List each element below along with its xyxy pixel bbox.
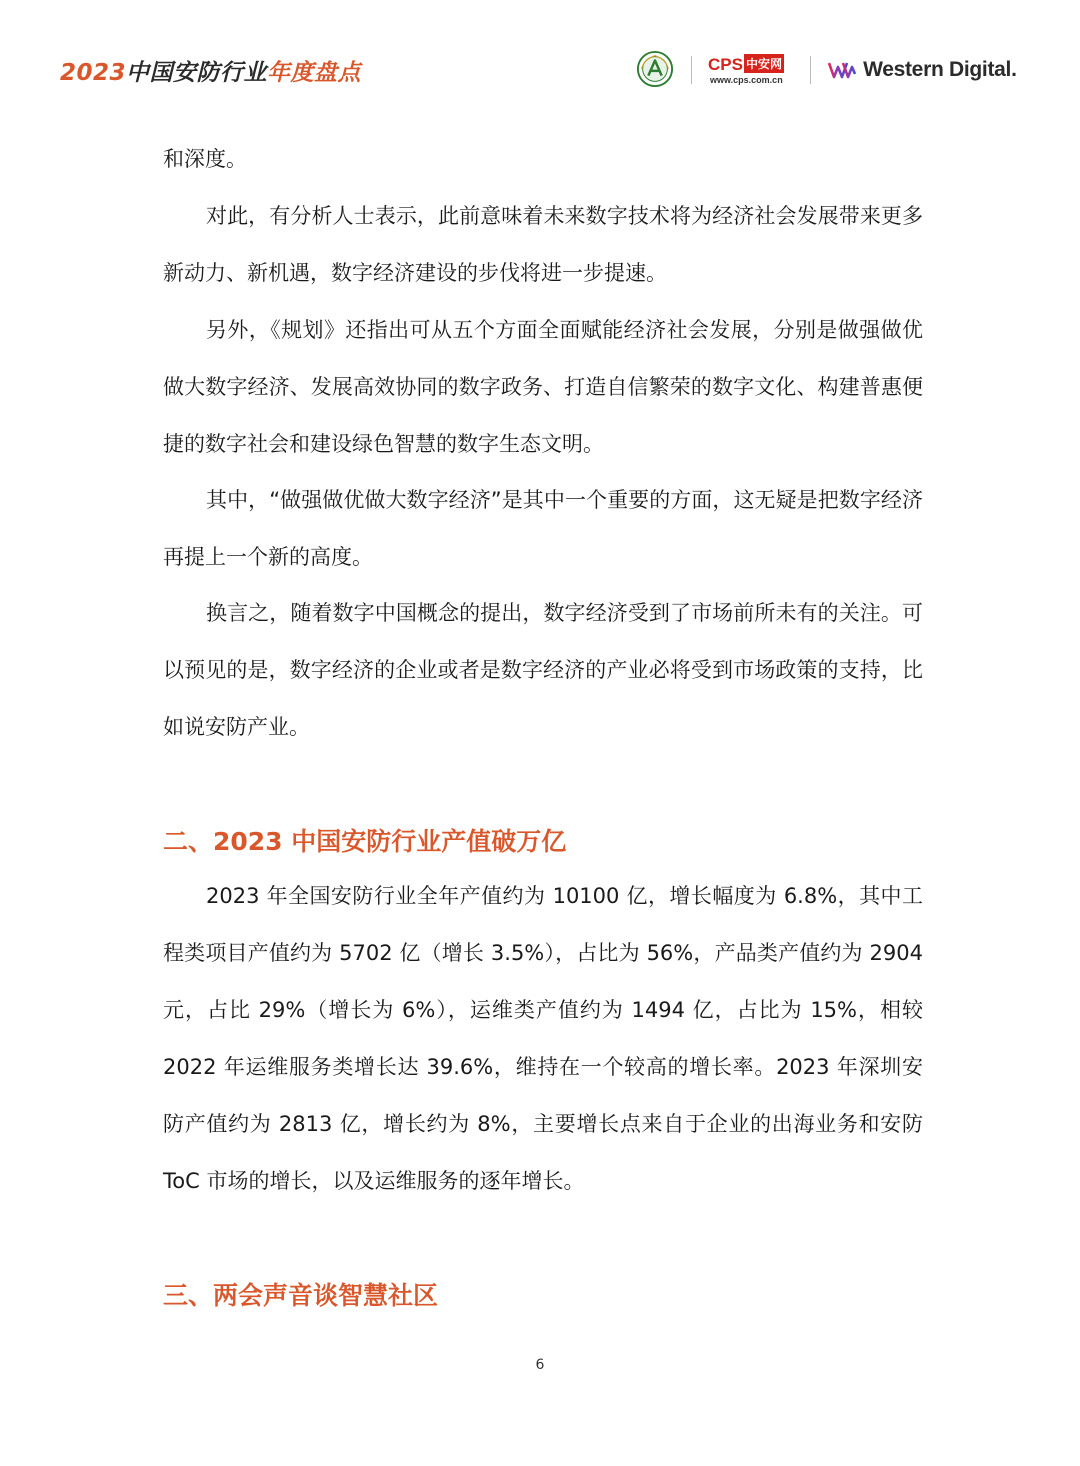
paragraph-plan-five-aspects: 另外，《规划》还指出可从五个方面全面赋能经济社会发展，分别是做强做优做大数字经济、发展高效协同的数字政务、打造自信繁荣的数字文化、构建普惠便捷的数字社会和建设绿色智慧的数字生态文明。 [163, 318, 923, 456]
security-association-emblem-icon [636, 50, 674, 88]
cps-logo-badge: 中安网 [744, 54, 784, 73]
report-title-industry: 中国安防行业 [126, 60, 268, 86]
report-title-suffix: 年度盘点 [267, 60, 362, 86]
paragraph-digital-economy: 其中，“做强做优做大数字经济”是其中一个重要的方面，这无疑是把数字经济再提上一个新的高度。 [163, 488, 923, 569]
section-heading-smart-community: 三、两会声音谈智慧社区 [163, 1281, 439, 1310]
cps-logo-url: www.cps.com.cn [710, 75, 783, 85]
cps-logo-name: CPS [708, 55, 743, 74]
report-title [60, 54, 361, 87]
report-title-year: 2023 [60, 60, 127, 86]
section-heading-output-value: 二、2023 中国安防行业产值破万亿 [163, 827, 567, 856]
cps-logo-mark [708, 54, 784, 75]
western-digital-logo [828, 58, 1017, 86]
paragraph-continuation: 和深度。 [163, 147, 247, 171]
paragraph-market-attention: 换言之，随着数字中国概念的提出，数字经济受到了市场前所未有的关注。可以预见的是，数字经济的企业或者是数字经济的产业必将受到市场政策的支持，比如说安防产业。 [163, 601, 923, 739]
paragraph-industry-output: 2023 年全国安防行业全年产值约为 10100 亿，增长幅度为 6.8%，其中工程类项目产值约为 5702 亿（增长 3.5%），占比为 56%，产品类产值约为 2904 元，占比 29%（增长为 6%），运维类产值约为 1494 亿，占比为 15%，相较 2022 年运维服务类增长达 39.6%，维持在一个较高的增长率。2023 年深圳安防产值约为 2813 亿，增长约为 8%，主要增长点来自于企业的出海业务和安防 ToC 市场的增长，以及运维服务的逐年增长。 [163, 884, 923, 1193]
paragraph-analyst-view: 对此，有分析人士表示，此前意味着未来数字技术将为经济社会发展带来更多新动力、新机遇，数字经济建设的步伐将进一步提速。 [163, 204, 923, 285]
western-digital-w-icon [828, 60, 858, 80]
page-number: 6 [535, 1357, 545, 1373]
cps-logo [708, 54, 794, 86]
logo-divider [810, 56, 811, 84]
western-digital-logo-text: Western Digital. [863, 58, 1017, 81]
logo-divider [691, 56, 692, 84]
page-header [0, 0, 1080, 110]
